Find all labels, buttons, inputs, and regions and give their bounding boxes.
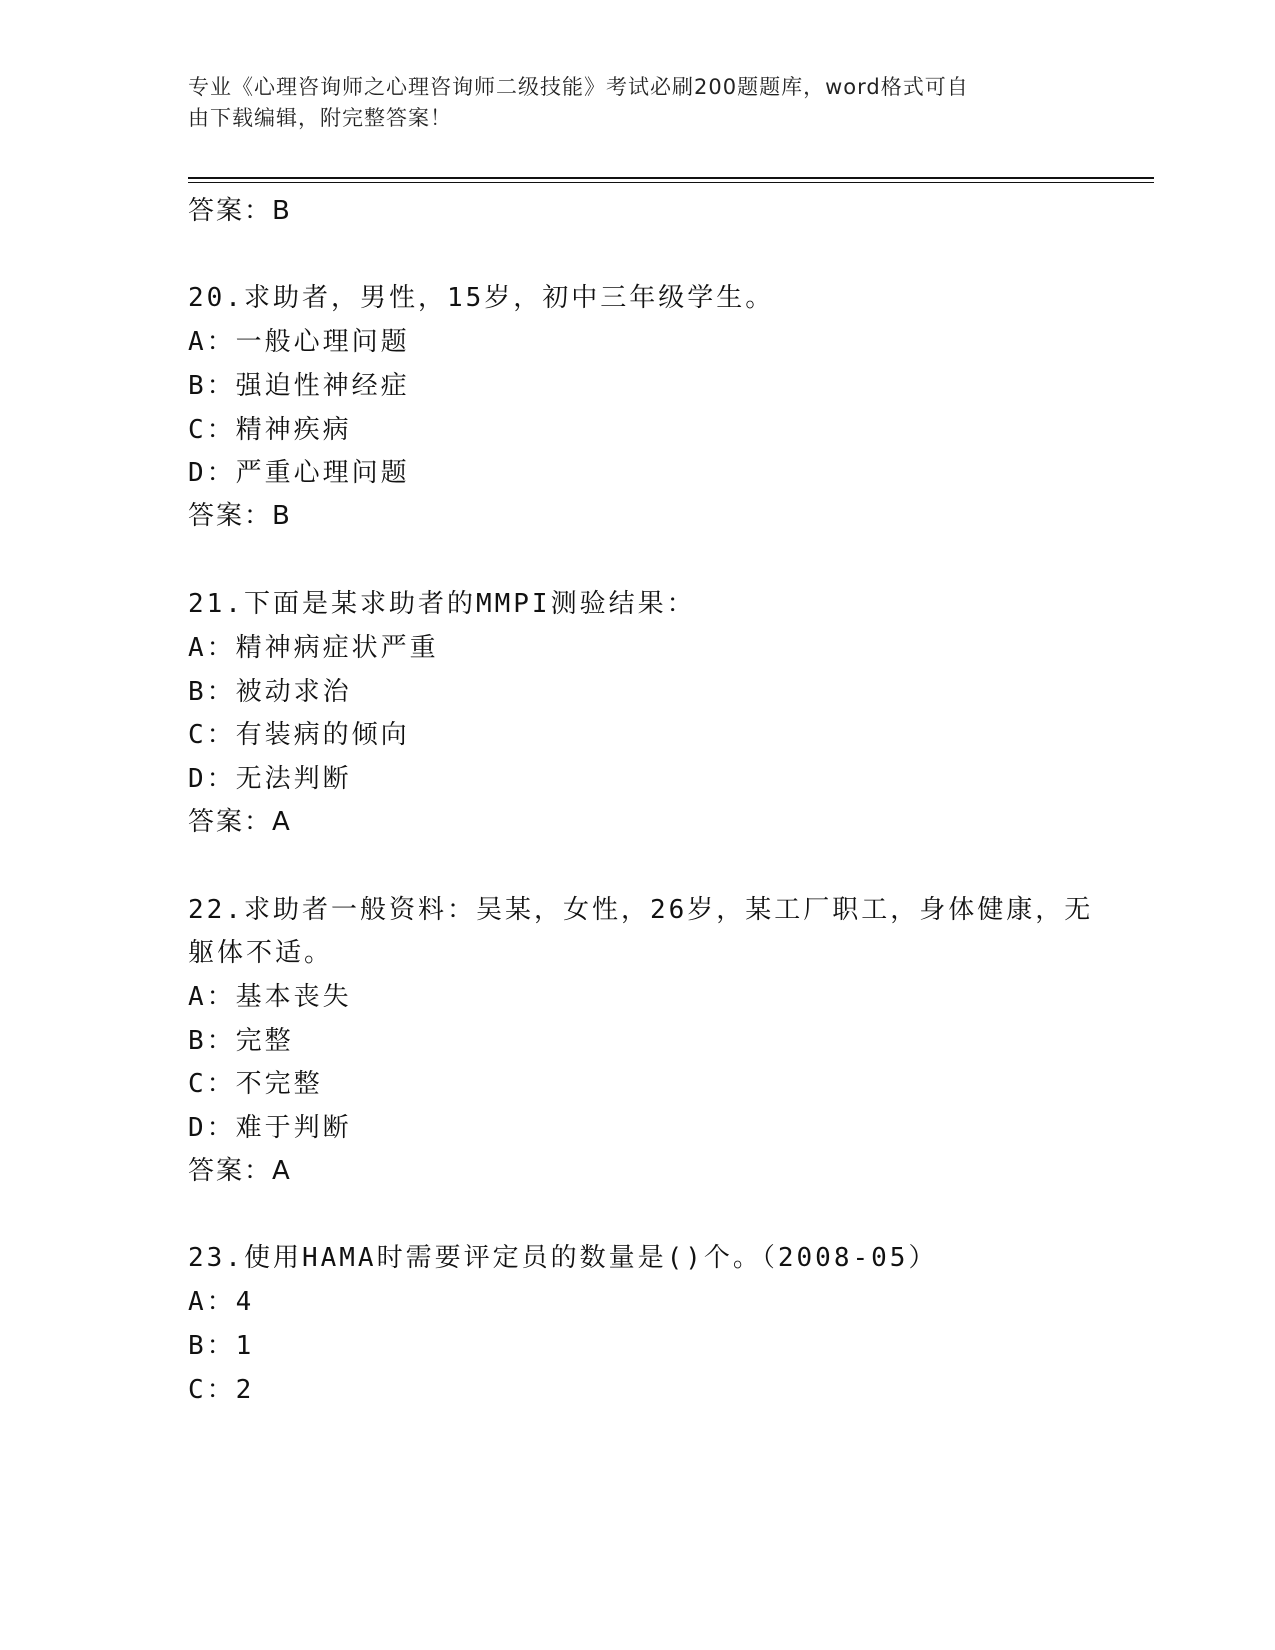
option-a: A：4	[188, 1287, 255, 1317]
option-a: A：一般心理问题	[188, 327, 410, 357]
option-b: B：强迫性神经症	[188, 371, 410, 401]
question-stem: 22.求助者一般资料：吴某，女性，26岁，某工厂职工，身体健康，无	[188, 895, 1094, 925]
option-b: B：完整	[188, 1026, 294, 1056]
question-stem: 23.使用HAMA时需要评定员的数量是()个。（2008-05）	[188, 1243, 938, 1273]
answer-line: 答案：A	[188, 807, 292, 837]
option-c: C：精神疾病	[188, 415, 352, 445]
question-stem: 21.下面是某求助者的MMPI测验结果：	[188, 589, 696, 619]
option-c: C：有装病的倾向	[188, 720, 410, 750]
header-divider-thin	[188, 182, 1154, 183]
option-c: C：2	[188, 1375, 255, 1405]
document-header	[188, 72, 1068, 134]
option-c: C：不完整	[188, 1069, 323, 1099]
answer-line: 答案：B	[188, 196, 292, 226]
option-d: D：无法判断	[188, 764, 352, 794]
answer-line: 答案：A	[188, 1156, 292, 1186]
option-d: D：难于判断	[188, 1113, 352, 1143]
question-stem-continued: 躯体不适。	[188, 938, 334, 968]
option-d: D：严重心理问题	[188, 458, 410, 488]
option-a: A：基本丧失	[188, 982, 352, 1012]
answer-line: 答案：B	[188, 501, 292, 531]
header-line-1: 专业《心理咨询师之心理咨询师二级技能》考试必刷200题题库，word格式可自	[188, 75, 969, 99]
option-b: B：1	[188, 1331, 255, 1361]
option-b: B：被动求治	[188, 677, 352, 707]
option-a: A：精神病症状严重	[188, 633, 439, 663]
question-stem: 20.求助者，男性，15岁，初中三年级学生。	[188, 283, 775, 313]
header-line-2: 由下载编辑，附完整答案！	[188, 106, 452, 130]
header-divider	[188, 177, 1154, 179]
